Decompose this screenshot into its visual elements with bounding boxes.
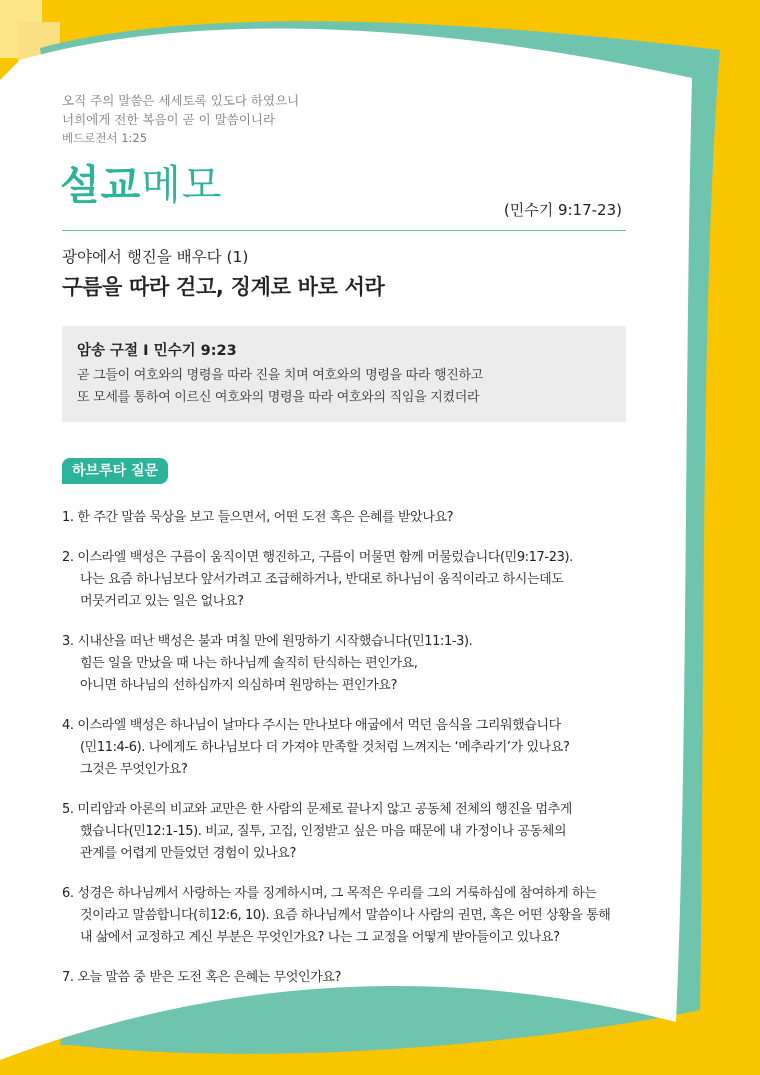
title-light: 메모 xyxy=(141,161,223,209)
memory-verse-heading: 암송 구절 I 민수기 9:23 xyxy=(77,343,237,359)
question-3 xyxy=(62,631,677,697)
question-list xyxy=(62,507,677,989)
memory-verse-box xyxy=(62,326,626,422)
question-6 xyxy=(62,883,677,949)
verse-line-1: 오직 주의 말씀은 세세토록 있도다 하였으니 xyxy=(62,93,300,108)
question-line: 5. 미리암과 아론의 비교와 교만은 한 사람의 문제로 끝나지 않고 공동체 전체의 행진을 멈추게 xyxy=(62,802,572,817)
question-line: 그것은 무엇인가요? xyxy=(80,762,188,777)
question-line: 힘든 일을 만났을 때 나는 하나님께 솔직히 탄식하는 편인가요, xyxy=(80,656,418,671)
question-line: 나는 요즘 하나님보다 앞서가려고 조급해하거나, 반대로 하나님이 움직이라고 하시는데도 xyxy=(80,572,564,587)
question-line: 4. 이스라엘 백성은 하나님이 날마다 주시는 만나보다 애굽에서 먹던 음식을 그리워했습니다 xyxy=(62,718,561,733)
question-line: 머뭇거리고 있는 일은 없나요? xyxy=(80,594,244,609)
question-line: 3. 시내산을 떠난 백성은 불과 며칠 만에 원망하기 시작했습니다(민11:1-3). xyxy=(62,634,473,649)
question-line: 7. 오늘 말씀 중 받은 도전 혹은 은혜는 무엇인가요? xyxy=(62,970,341,985)
question-line: 했습니다(민12:1-15). 비교, 질투, 고집, 인정받고 싶은 마음 때문에 내 가정이나 공동체의 xyxy=(80,824,567,839)
question-5 xyxy=(62,799,677,865)
title-divider xyxy=(62,230,626,231)
sermon-title: 구름을 따라 걷고, 징계로 바로 서라 xyxy=(62,275,385,299)
question-line: 내 삶에서 교정하고 계신 부분은 무엇인가요? 나는 그 교정을 어떻게 받아들이고 있나요? xyxy=(80,930,560,945)
memory-verse-line-2: 또 모세를 통하여 이르신 여호와의 명령을 따라 여호와의 직임을 지켰더라 xyxy=(77,390,480,405)
question-1 xyxy=(62,507,677,529)
memory-verse-line-1: 곧 그들이 여호와의 명령을 따라 진을 치며 여호와의 명령을 따라 행진하고 xyxy=(77,368,484,383)
section-badge: 하브루타 질문 xyxy=(62,458,168,484)
question-2 xyxy=(62,547,677,613)
question-line: 1. 한 주간 말씀 묵상을 보고 들으면서, 어떤 도전 혹은 은혜를 받았나요? xyxy=(62,510,454,525)
question-line: 아니면 하나님의 선하심까지 의심하며 원망하는 편인가요? xyxy=(80,678,397,693)
scripture-reference: (민수기 9:17-23) xyxy=(503,201,622,219)
question-line: 2. 이스라엘 백성은 구름이 움직이면 행진하고, 구름이 머물면 함께 머물렀습니다(민9:17-23). xyxy=(62,550,573,565)
sermon-subtitle: 광야에서 행진을 배우다 (1) xyxy=(62,248,249,266)
question-line: 것이라고 말씀합니다(히12:6, 10). 요즘 하나님께서 말씀이나 사람의 권면, 혹은 어떤 상황을 통해 xyxy=(80,908,611,923)
question-line: (민11:4-6). 나에게도 하나님보다 더 가져야 만족할 것처럼 느껴지는 ‘메추라기’가 있나요? xyxy=(80,740,570,755)
question-line: 관계를 어렵게 만들었던 경험이 있나요? xyxy=(80,846,296,861)
question-line: 6. 성경은 하나님께서 사랑하는 자를 징계하시며, 그 목적은 우리를 그의 거룩하심에 참여하게 하는 xyxy=(62,886,597,901)
verse-line-2: 너희에게 전한 복음이 곧 이 말씀이니라 xyxy=(62,112,276,127)
header-verse xyxy=(62,91,299,148)
question-4 xyxy=(62,715,677,781)
page-title xyxy=(60,160,222,210)
question-7 xyxy=(62,967,677,989)
verse-reference: 베드로전서 1:25 xyxy=(62,131,148,145)
title-strong: 설교 xyxy=(60,161,142,209)
